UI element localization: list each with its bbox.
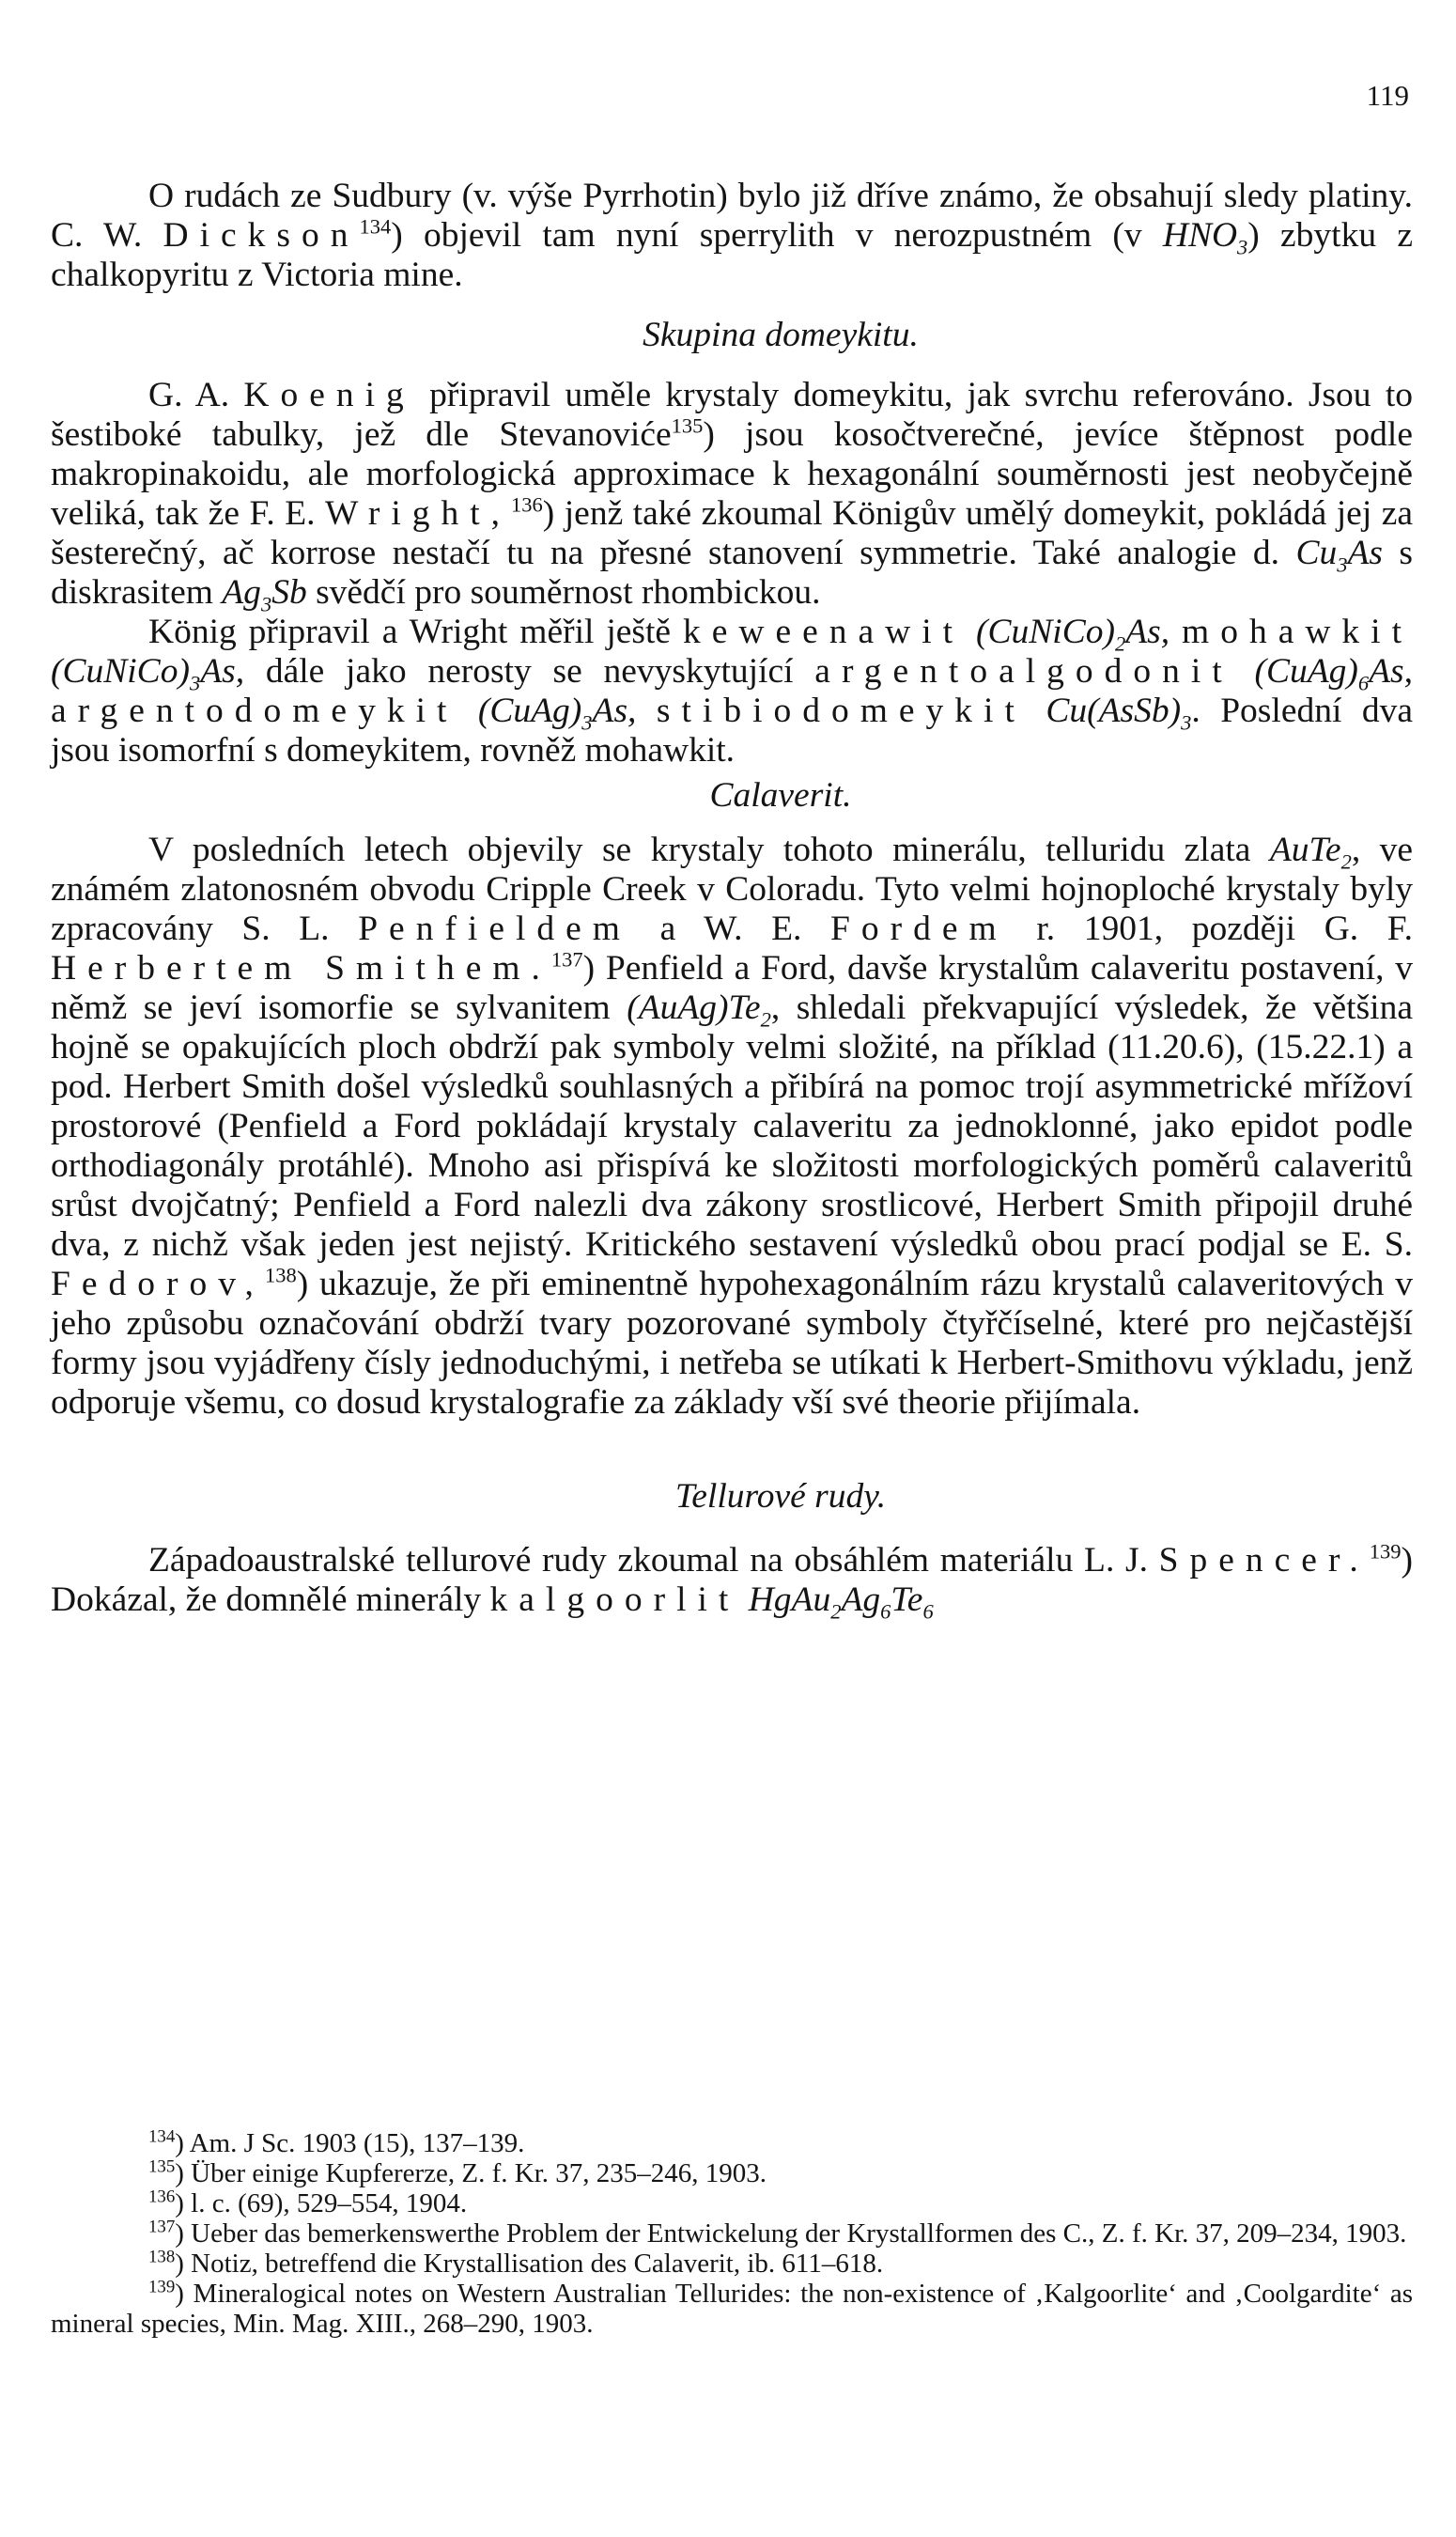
paragraph-konig-wright <box>51 613 1413 770</box>
text: G. A. <box>148 376 244 414</box>
author-fedorov: Fedorov, <box>51 1265 265 1303</box>
footnote-text: ) l. c. (69), 529–554, 1904. <box>175 2188 468 2218</box>
formula-cu3as: $Cu_3As$ <box>1295 534 1383 577</box>
author-spencer: Spencer. <box>1158 1541 1370 1580</box>
footnote-text: ) Über einige Kupfererze, Z. f. Kr. 37, 235–246, 1903. <box>175 2158 767 2188</box>
formula-aute2: AuTe$_2$ <box>1269 831 1352 874</box>
footnote-mark: 134 <box>148 2126 176 2147</box>
formula-argentoalgodonit: $(CuAg)_6As$, <box>1254 652 1414 695</box>
text: ) zbytku z chalkopyritu z Victoria mine. <box>51 216 1413 294</box>
formula-hno3: $HNO_3$ <box>1162 216 1248 259</box>
text: ) Dokázal, že domnělé minerály <box>51 1541 1413 1619</box>
text: a W. E. <box>630 910 831 948</box>
mineral-keweenawit: keweenawit <box>683 613 965 651</box>
footnote-137 <box>51 2218 1413 2249</box>
text: V posledních letech objevily se krystaly tohoto minerálu, telluridu zlata <box>148 831 1270 869</box>
text: ) objevil tam nyní sperrylith v nerozpustném (v <box>391 216 1163 255</box>
text: dále jako nerosty se nevyskytující <box>244 652 815 691</box>
author-wright: Wright, <box>324 494 512 533</box>
footnote-mark: 136 <box>148 2187 176 2207</box>
page-number: 119 <box>1366 79 1409 112</box>
mineral-kalgoorlit: kalgoorlit <box>489 1580 740 1619</box>
footnote-text: ) Am. J Sc. 1903 (15), 137–139. <box>175 2128 525 2158</box>
footnote-text: ) Notiz, betreffend die Krystallisation des Calaverit, ib. 611–618. <box>175 2249 884 2279</box>
footnote-text: ) Mineralogical notes on Western Australian Tellurides: the non-existence of ‚Kalgoorlite‘ and ‚Coolgardite‘ as mineral species, Min. Mag. XIII., 268–290, 1903. <box>51 2279 1413 2339</box>
formula-stibiodomeykit: $Cu(AsSb)_3$ <box>1046 692 1192 735</box>
footnote-mark: 139 <box>148 2277 176 2297</box>
text: . Poslední dva jsou isomorfní s domeykitem, rovněž mohawkit. <box>51 692 1413 770</box>
body-text <box>51 177 1414 1624</box>
text: ) Penfield a Ford, davše krystalům calaveritu postavení, v němž se jeví isomorfie se sylvanitem <box>51 949 1413 1027</box>
footnote-135 <box>51 2158 1413 2188</box>
text: Západoaustralské tellurové rudy zkoumal na obsáhlém materiálu L. J. <box>148 1541 1159 1580</box>
author-ford: Fordem <box>830 910 1008 948</box>
author-dickson: Dickson <box>163 216 360 255</box>
formula-argentodomeykit: $(CuAg)_3As$, <box>477 692 637 735</box>
text: O rudách ze Sudbury (v. výše Pyrrhotin) bylo již dříve známo, že obsahují sledy platiny. C. W. <box>51 177 1413 255</box>
text: ) jsou kosočtverečné, jevíce štěpnost podle makropinakoidu, ale morfologická approximace k hexagonální souměrnosti jest neobyčejně veliká, tak že F. E. <box>51 415 1413 533</box>
footnote-ref-138: 138 <box>264 1263 297 1287</box>
footnotes <box>51 2128 1413 2339</box>
footnote-text: ) Ueber das bemerkenswerthe Problem der Entwickelung der Krystallformen des C., Z. f. Kr. 37, 209–234, 1903. <box>175 2218 1407 2249</box>
paragraph-calaverit <box>51 831 1413 1423</box>
paragraph-koenig <box>51 376 1413 616</box>
paragraph-tellurove <box>51 1539 1413 1624</box>
text: ) jenž také zkoumal Königův umělý domeykit, pokládá jej za šesterečný, ač korrose nestačí tu na přesné stanovení symmetrie. Také analogie d. <box>51 494 1413 572</box>
formula-ag3sb: $Ag_3Sb$ <box>222 573 307 616</box>
heading-calaverit: Calaverit. <box>709 776 852 815</box>
text: r. 1901, později G. F. <box>1007 910 1414 948</box>
footnote-ref-135: 135 <box>671 413 704 438</box>
text: připravil uměle krystaly domeykitu, jak svrchu referováno. Jsou to šestiboké tabulky, jež dle Stevanoviće <box>51 376 1413 454</box>
text: ) ukazuje, že při eminentně hypohexagonálním rázu krystalů calaveritových v jeho způsobu označování obdrží tvary pozorované symboly čtyřčíselné, které pro nejčastější formy jsou vyjádřeny čísly jednoduchými, i netřeba se utíkati k Herbert-Smithovu výkladu, jenž odporuje všemu, co dosud krystalografie za základy vší své theorie přijímala. <box>51 1265 1413 1422</box>
paragraph-sudbury <box>51 177 1413 295</box>
mineral-stibiodomeykit: stibiodomeykit <box>656 692 1026 730</box>
author-herbert-smith: Herbertem Smithem. <box>51 949 551 988</box>
text: , ve známém zlatonosném obvodu Cripple Creek v Coloradu. Tyto velmi hojnoploché krystaly byly zpracovány S. L. <box>51 831 1413 948</box>
footnote-mark: 137 <box>148 2217 176 2237</box>
formula-mohawkit: $(CuNiCo)_3As$, <box>51 652 245 695</box>
footnote-mark: 135 <box>148 2156 176 2177</box>
heading-skupina-domeykitu: Skupina domeykitu. <box>643 316 919 354</box>
mineral-mohawkit: mohawkit <box>1182 613 1414 651</box>
formula-kalgoorlit: $HgAu_2Ag_6Te_6$ <box>748 1580 934 1624</box>
footnote-136 <box>51 2188 1413 2218</box>
text: svědčí pro souměrnost rhombickou. <box>306 573 821 612</box>
author-koenig: Koenig <box>243 376 415 414</box>
text: , shledali překvapující výsledek, že většina hojně se opakujících ploch obdrží pak symboly velmi složité, na příklad (11.20.6), (15.22.1) a pod. Herbert Smith došel výsledků souhlasných a přibírá na pomoc trojí asymmetrické mřížoví prostorové (Penfield a Ford pokládají krystaly calaveritu za jednoklonné, jako epidot podle orthodiagonály protáhlé). Mnoho asi přispívá ke složitosti morfologických poměrů calaveritů srůst dvojčatný; Penfield a Ford nalezli dva zákony srostlicové, Herbert Smith připojil druhé dva, z nichž však jeden jest nejistý. Kritického sestavení výsledků obou prací podjal se E. S. <box>51 988 1413 1264</box>
mineral-argentodomeykit: argentodomeykit <box>51 692 458 730</box>
text: s diskrasitem <box>51 534 1413 612</box>
text: König připravil a Wright měřil ještě <box>148 613 684 651</box>
footnote-ref-136: 136 <box>511 492 543 517</box>
footnote-mark: 138 <box>148 2247 176 2267</box>
formula-sylvanit: $(AuAg)Te_2$ <box>627 988 771 1032</box>
mineral-argentoalgodonit: argentoalgodonit <box>814 652 1233 691</box>
author-penfield: Penfieldem <box>358 910 631 948</box>
formula-keweenawit: $(CuNiCo)_2As$, <box>976 613 1170 656</box>
heading-tellurove-rudy: Tellurové rudy. <box>674 1477 887 1516</box>
footnote-ref-139: 139 <box>1369 1539 1402 1564</box>
footnote-138 <box>51 2249 1413 2279</box>
footnote-139 <box>51 2279 1413 2339</box>
footnote-ref-137: 137 <box>550 947 583 972</box>
footnote-ref-134: 134 <box>359 214 392 239</box>
footnote-134 <box>51 2128 1413 2158</box>
